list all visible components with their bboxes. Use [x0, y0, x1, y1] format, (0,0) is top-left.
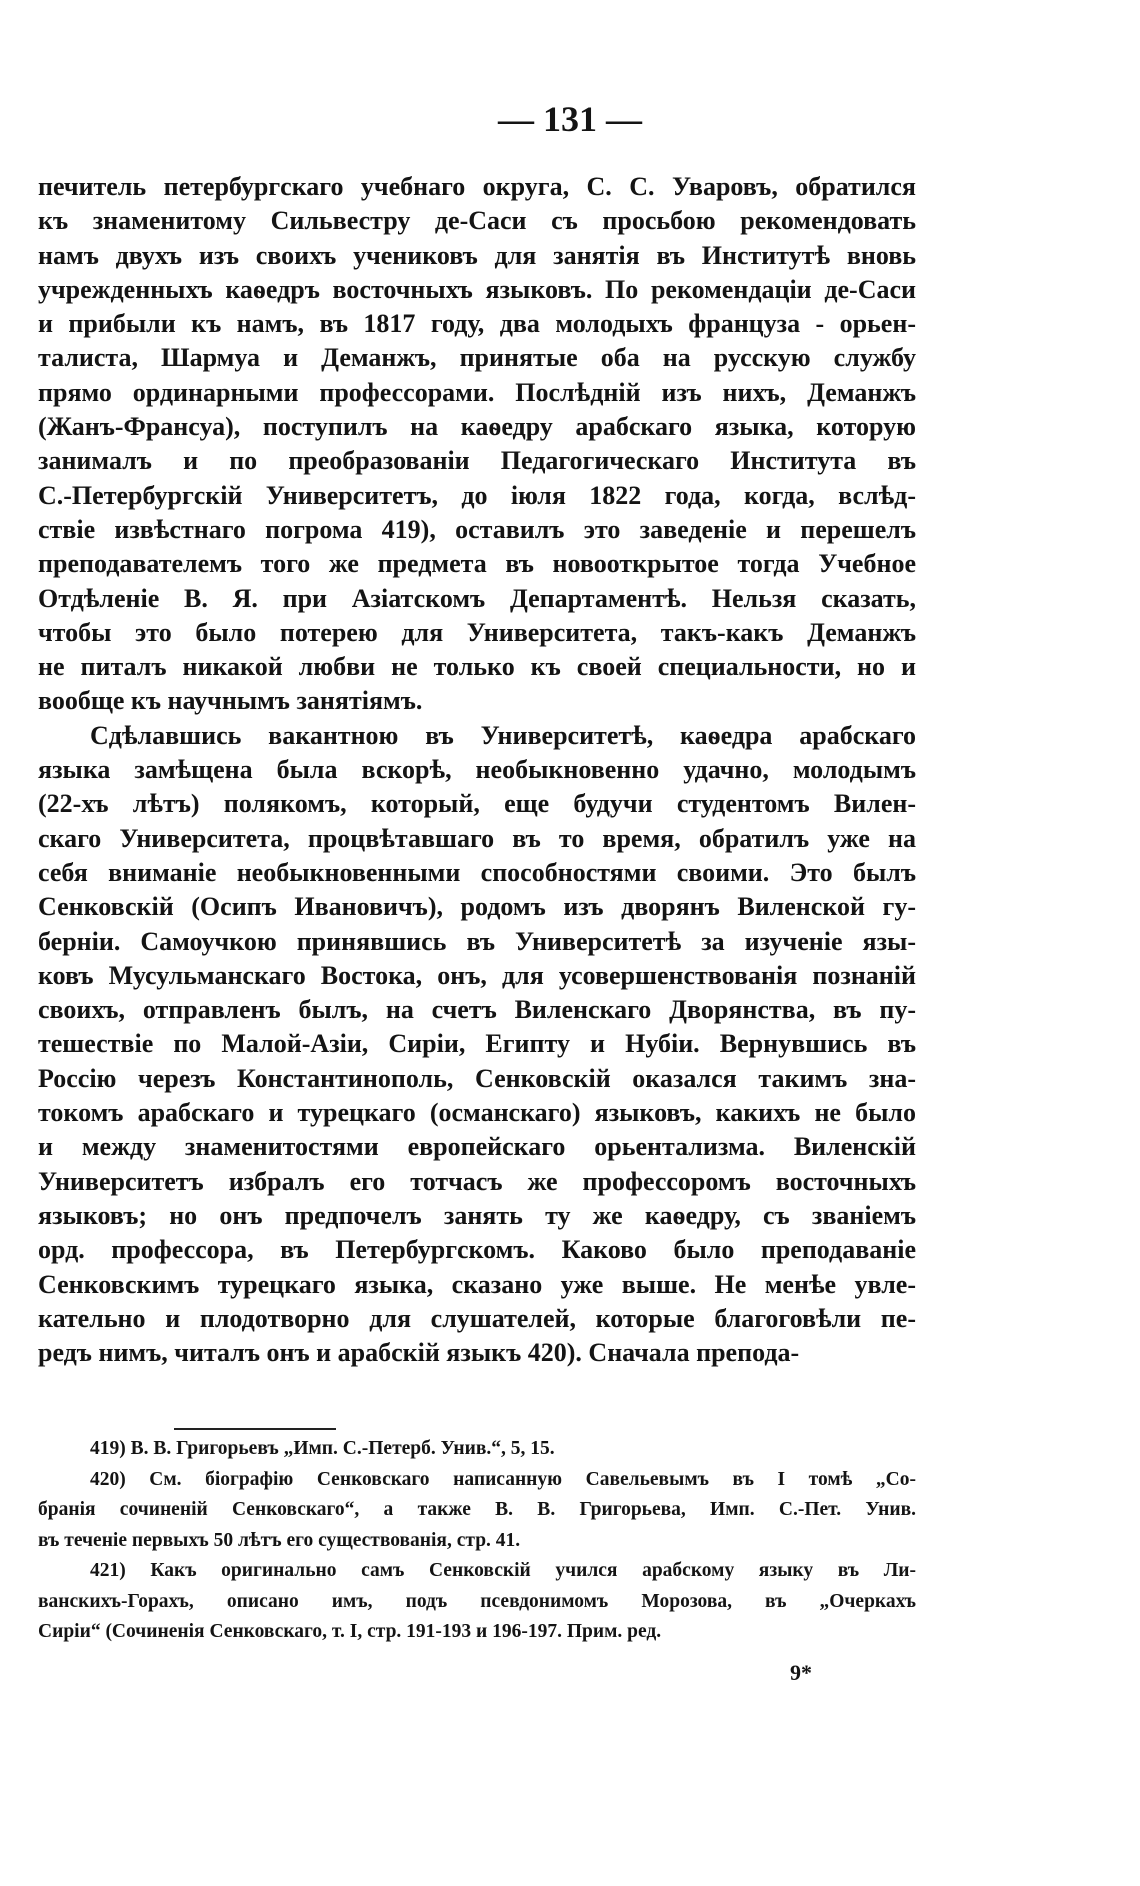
text-line: талиста, Шармуа и Деманжъ, принятые оба на русскую службу [38, 343, 916, 373]
text-line: не питалъ никакой любви не только къ своей специальности, но и [38, 652, 916, 682]
text-line: тешествіе по Малой-Азіи, Сиріи, Египту и Нубіи. Вернувшись въ [38, 1029, 916, 1059]
text-line: Отдѣленіе В. Я. при Азіатскомъ Департаментѣ. Нельзя сказать, [38, 583, 916, 613]
text-line: скаго Университета, процвѣтавшаго въ то время, обратилъ уже на [38, 823, 916, 853]
text-line: занималъ и по преобразованіи Педагогическаго Института въ [38, 446, 916, 476]
page-number: — 131 — [498, 99, 642, 139]
signature-mark: 9* [790, 1660, 812, 1685]
text-line: къ знаменитому Сильвестру де-Саси съ просьбою рекомендовать [38, 206, 916, 236]
text-line: себя вниманіе необыкновенными способностями своими. Это былъ [38, 857, 916, 887]
footnote-line: 420) См. біографію Сенковскаго написанную Савельевымъ въ I томѣ „Со- [90, 1468, 916, 1490]
text-line: языковъ; но онъ предпочелъ занять ту же каѳедру, съ званіемъ [38, 1200, 916, 1230]
footnote-line: ванскихъ-Горахъ, описано имъ, подъ псевдонимомъ Морозова, въ „Очеркахъ [38, 1590, 916, 1612]
text-line: С.-Петербургскій Университетъ, до іюля 1822 года, когда, вслѣд- [38, 480, 916, 510]
text-line: Сдѣлавшись вакантною въ Университетѣ, каѳедра арабскаго [90, 720, 916, 750]
text-line: токомъ арабскаго и турецкаго (османскаго) языковъ, какихъ не было [38, 1098, 916, 1128]
footnote-separator [174, 1428, 336, 1430]
text-line: Россію черезъ Константинополь, Сенковскій оказался такимъ зна- [38, 1063, 916, 1093]
text-line: и между знаменитостями европейскаго орьентализма. Виленскій [38, 1132, 916, 1162]
text-line: Сенковскій (Осипъ Ивановичъ), родомъ изъ дворянъ Виленской гу- [38, 892, 916, 922]
text-line: Сенковскимъ турецкаго языка, сказано уже выше. Не менѣе увле- [38, 1269, 916, 1299]
text-line: преподавателемъ того же предмета въ новооткрытое тогда Учебное [38, 549, 916, 579]
text-line: ковъ Мусульманскаго Востока, онъ, для усовершенствованія познаній [38, 960, 916, 990]
body-text [38, 170, 916, 1370]
footnote-line: 419) В. В. Григорьевъ „Имп. С.-Петерб. Унив.“, 5, 15. [90, 1438, 555, 1459]
text-line: и прибыли къ намъ, въ 1817 году, два молодыхъ француза - орьен- [38, 309, 916, 339]
footnote-line: бранія сочиненій Сенковскаго“, а также В. В. Григорьева, Имп. С.-Пет. Унив. [38, 1499, 916, 1520]
text-line: кательно и плодотворно для слушателей, которые благоговѣли пе- [38, 1303, 916, 1333]
footnote-line: 421) Какъ оригинально самъ Сенковскій учился арабскому языку въ Ли- [90, 1560, 916, 1581]
text-line: намъ двухъ изъ своихъ учениковъ для занятія въ Институтѣ вновь [38, 240, 916, 270]
text-line: орд. профессора, въ Петербургскомъ. Каково было преподаваніе [38, 1235, 916, 1265]
text-line: вообще къ научнымъ занятіямъ. [38, 686, 423, 716]
text-line: печитель петербургскаго учебнаго округа, С. С. Уваровъ, обратился [38, 172, 916, 201]
footnotes [38, 1434, 916, 1648]
text-line: (22-хъ лѣтъ) полякомъ, который, еще будучи студентомъ Вилен- [38, 789, 916, 819]
text-line: своихъ, отправленъ былъ, на счетъ Виленскаго Дворянства, въ пу- [38, 995, 916, 1025]
text-line: чтобы это было потерею для Университета, такъ-какъ Деманжъ [38, 617, 916, 647]
text-line: редъ нимъ, читалъ онъ и арабскій языкъ 420). Сначала препода- [38, 1338, 800, 1368]
text-line: берніи. Самоучкою принявшись въ Университетѣ за изученіе язы- [38, 926, 916, 956]
text-line: учрежденныхъ каѳедръ восточныхъ языковъ. По рекомендаціи де-Саси [38, 274, 916, 304]
text-line: языка замѣщена была вскорѣ, необыкновенно удачно, молодымъ [38, 755, 916, 785]
text-line: Университетъ избралъ его тотчасъ же профессоромъ восточныхъ [38, 1166, 916, 1196]
text-line: прямо ординарными профессорами. Послѣдній изъ нихъ, Деманжъ [38, 377, 916, 407]
footnote-line: въ теченіе первыхъ 50 лѣтъ его существованія, стр. 41. [38, 1529, 521, 1551]
footnote-line: Сиріи“ (Сочиненія Сенковскаго, т. I, стр. 191-193 и 196-197. Прим. ред. [38, 1621, 662, 1642]
text-line: ствіе извѣстнаго погрома 419), оставилъ это заведеніе и перешелъ [38, 514, 916, 544]
text-line: (Жанъ-Франсуа), поступилъ на каѳедру арабскаго языка, которую [38, 412, 916, 442]
